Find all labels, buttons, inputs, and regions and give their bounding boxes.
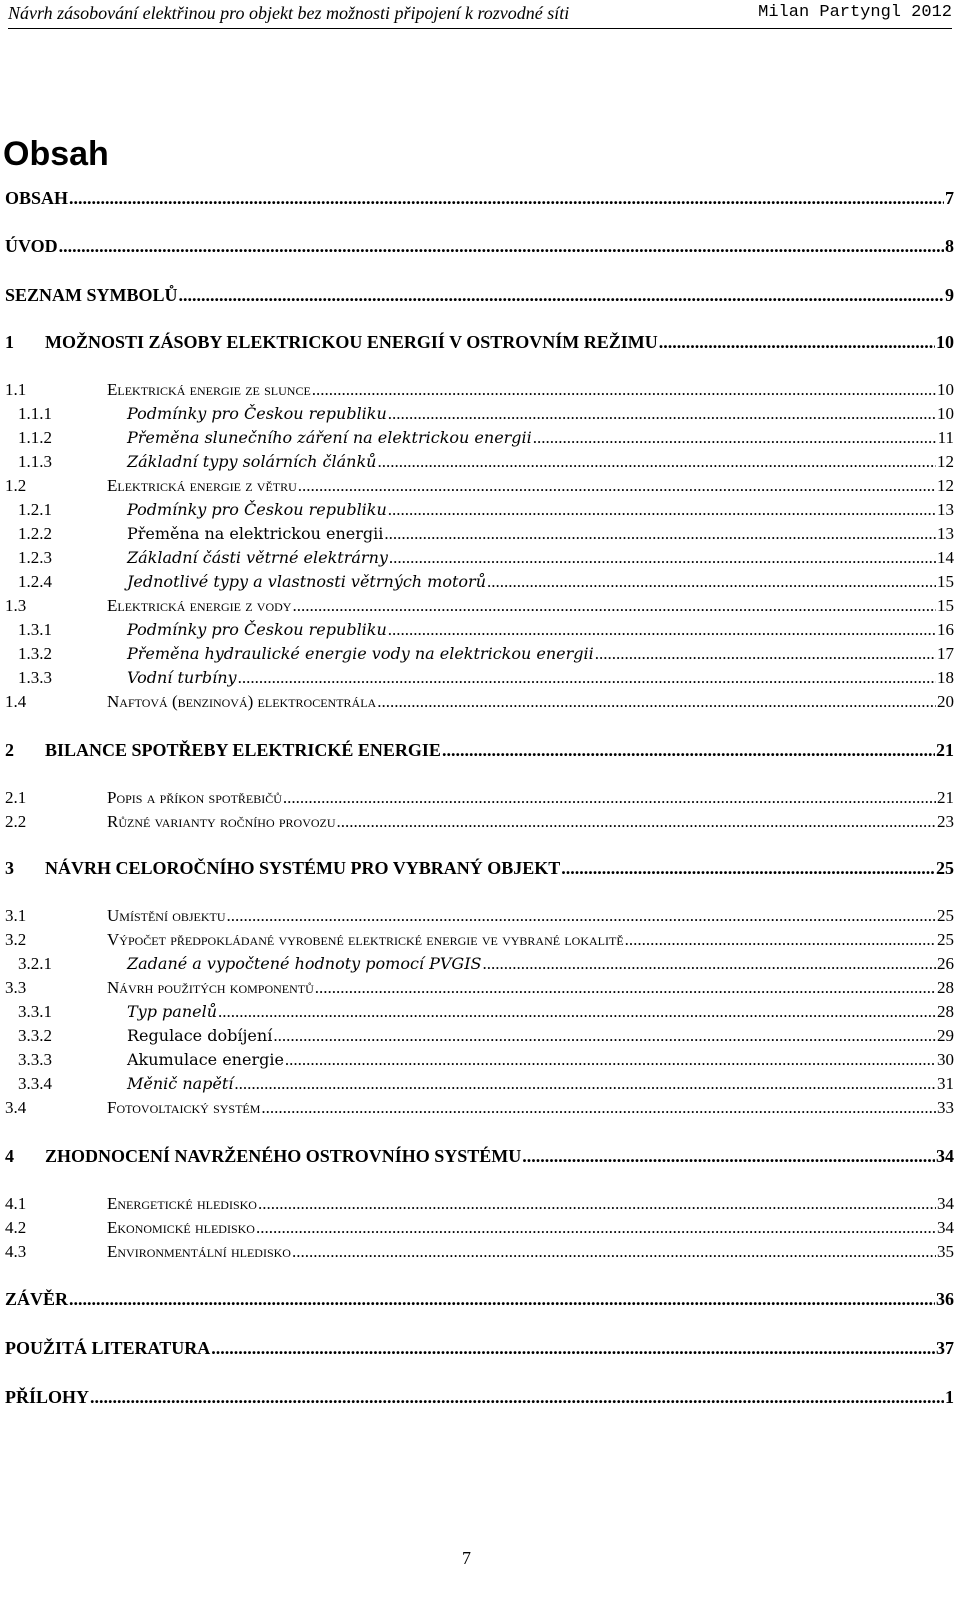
toc-entry[interactable] (5, 738, 957, 762)
toc-entry-number: 4 (5, 1146, 14, 1166)
toc-entry-page: 21 (937, 788, 954, 807)
toc-entry[interactable] (5, 522, 957, 546)
toc-entry-title: SEZNAM SYMBOLŮ (5, 285, 178, 305)
toc-entry[interactable] (5, 786, 957, 810)
toc-entry-number: 2 (5, 740, 14, 760)
toc-entry-title: Energetické hledisko (107, 1194, 257, 1213)
header-author-year: Milan Partyngl 2012 (758, 3, 952, 22)
toc-entry-title: ZÁVĚR (5, 1289, 69, 1309)
toc-entry[interactable] (5, 450, 957, 474)
toc-entry-page: 15 (937, 572, 954, 591)
toc-entry-page: 15 (937, 596, 954, 615)
toc-entry-title: Různé varianty ročního provozu (107, 812, 336, 831)
toc-entry[interactable] (5, 1216, 957, 1240)
toc-dot-leader (292, 1240, 936, 1264)
toc-entry-title: Regulace dobíjení (127, 1026, 273, 1045)
page-number: 7 (462, 1548, 471, 1568)
toc-entry-page: 25 (937, 930, 954, 949)
toc-entry-page: 34 (937, 1218, 954, 1237)
toc-entry-number: 4.1 (5, 1194, 27, 1213)
toc-entry[interactable] (5, 1192, 957, 1216)
toc-entry-number: 1.2.2 (18, 524, 52, 543)
toc-entry-page: 10 (937, 404, 954, 423)
toc-dot-leader (487, 570, 936, 594)
toc-entry[interactable] (5, 856, 957, 880)
toc-dot-leader (377, 690, 936, 714)
toc-entry-page: 34 (937, 1194, 954, 1213)
toc-entry-page: 28 (937, 1002, 954, 1021)
toc-entry-title: Naftová (benzinová) elektrocentrála (107, 692, 377, 711)
toc-dot-leader (388, 498, 936, 522)
toc-dot-leader (315, 976, 936, 1000)
toc-entry[interactable] (5, 1048, 957, 1072)
toc-entry-number: 1.3.3 (18, 668, 52, 687)
header-document-title: Návrh zásobování elektřinou pro objekt bez možnosti připojení k rozvodné síti (8, 3, 570, 23)
toc-entry[interactable] (5, 642, 957, 666)
toc-entry-title: Výpočet předpokládané vyrobené elektrické energie ve vybrané lokalitě (107, 930, 624, 949)
toc-entry-page: 10 (936, 332, 954, 352)
toc-entry-title: Environmentální hledisko (107, 1242, 291, 1261)
toc-entry[interactable] (5, 1336, 957, 1360)
toc-entry[interactable] (5, 1287, 957, 1311)
toc-entry[interactable] (5, 234, 957, 258)
toc-dot-leader (377, 450, 936, 474)
toc-entry[interactable] (5, 1385, 957, 1409)
toc-entry-title: Elektrická energie ze slunce (107, 380, 311, 399)
toc-entry-title: MOŽNOSTI ZÁSOBY ELEKTRICKOU ENERGIÍ V OSTROVNÍM REŽIMU (45, 332, 658, 352)
toc-entry-number: 1.2.4 (18, 572, 52, 591)
toc-entry-page: 25 (937, 906, 954, 925)
toc-entry-number: 3 (5, 858, 14, 878)
toc-entry-number: 1.3.1 (18, 620, 52, 639)
toc-dot-leader (273, 1024, 936, 1048)
toc-entry-title: Typ panelů (127, 1002, 218, 1021)
toc-entry[interactable] (5, 1096, 957, 1120)
toc-entry-title: Zadané a vypočtené hodnoty pomocí PVGIS (127, 954, 482, 973)
toc-entry[interactable] (5, 1240, 957, 1264)
toc-dot-leader (256, 1216, 936, 1240)
toc-entry-number: 1.2.1 (18, 500, 52, 519)
toc-entry[interactable] (5, 426, 957, 450)
toc-entry-number: 1.1.2 (18, 428, 52, 447)
toc-entry[interactable] (5, 904, 957, 928)
toc-entry-title: PŘÍLOHY (5, 1387, 90, 1407)
toc-entry-number: 1.4 (5, 692, 27, 711)
toc-entry-page: 28 (937, 978, 954, 997)
toc-entry[interactable] (5, 952, 957, 976)
toc-entry-number: 2.1 (5, 788, 27, 807)
toc-dot-leader (59, 234, 944, 258)
toc-entry[interactable] (5, 186, 957, 210)
toc-entry-title: Vodní turbíny (127, 668, 237, 687)
toc-entry[interactable] (5, 546, 957, 570)
toc-entry[interactable] (5, 474, 957, 498)
toc-entry-number: 3.3.3 (18, 1050, 52, 1069)
toc-dot-leader (533, 426, 937, 450)
toc-entry-title: ÚVOD (5, 236, 58, 256)
toc-entry[interactable] (5, 810, 957, 834)
toc-dot-leader (337, 810, 936, 834)
toc-entry-title: Akumulace energie (127, 1050, 284, 1069)
toc-entry-title: BILANCE SPOTŘEBY ELEKTRICKÉ ENERGIE (45, 740, 441, 760)
toc-entry-number: 1.3 (5, 596, 27, 615)
toc-heading: Obsah (3, 135, 109, 173)
toc-entry-title: Přeměna hydraulické energie vody na elektrickou energii (127, 644, 594, 663)
toc-entry[interactable] (5, 928, 957, 952)
toc-dot-leader (69, 1287, 935, 1311)
toc-entry-page: 12 (937, 452, 954, 471)
toc-entry-number: 3.3.2 (18, 1026, 52, 1045)
toc-entry-number: 1 (5, 332, 14, 352)
toc-dot-leader (561, 856, 935, 880)
toc-entry[interactable] (5, 976, 957, 1000)
toc-entry-title: Popis a příkon spotřebičů (107, 788, 282, 807)
toc-entry-number: 3.3 (5, 978, 27, 997)
toc-entry-title: Ekonomické hledisko (107, 1218, 255, 1237)
toc-entry-page: 8 (945, 236, 954, 256)
toc-entry-page: 1 (945, 1387, 954, 1407)
toc-entry-page: 31 (937, 1074, 954, 1093)
toc-entry-title: Elektrická energie z vody (107, 596, 292, 615)
toc-dot-leader (442, 738, 935, 762)
toc-dot-leader (388, 618, 936, 642)
toc-entry-number: 3.3.4 (18, 1074, 52, 1093)
toc-entry-number: 1.2 (5, 476, 27, 495)
toc-dot-leader (69, 186, 944, 210)
toc-entry-title: POUŽITÁ LITERATURA (5, 1338, 211, 1358)
toc-entry-page: 35 (937, 1242, 954, 1261)
toc-entry-page: 29 (937, 1026, 954, 1045)
toc-entry-page: 11 (937, 428, 954, 447)
toc-dot-leader (483, 952, 937, 976)
toc-entry-page: 33 (937, 1098, 954, 1117)
toc-dot-leader (659, 330, 935, 354)
toc-entry-number: 1.1 (5, 380, 27, 399)
toc-entry-page: 12 (937, 476, 954, 495)
toc-entry-title: Fotovoltaický systém (107, 1098, 261, 1117)
toc-entry-number: 3.2 (5, 930, 27, 949)
toc-dot-leader (292, 594, 936, 618)
toc-entry-page: 30 (937, 1050, 954, 1069)
toc-entry-number: 4.2 (5, 1218, 27, 1237)
toc-dot-leader (285, 1048, 936, 1072)
toc-entry-title: Podmínky pro Českou republiku (127, 404, 387, 423)
toc-dot-leader (312, 378, 936, 402)
toc-entry-title: Návrh použitých komponentů (107, 978, 314, 997)
toc-entry-number: 2.2 (5, 812, 27, 831)
toc-dot-leader (625, 928, 936, 952)
toc-entry-page: 36 (936, 1289, 954, 1309)
toc-entry-title: Podmínky pro Českou republiku (127, 500, 387, 519)
toc-dot-leader (595, 642, 936, 666)
toc-entry[interactable] (5, 402, 957, 426)
toc-entry-title: Základní části větrné elektrárny (127, 548, 388, 567)
toc-entry-number: 4.3 (5, 1242, 27, 1261)
toc-entry-title: Elektrická energie z větru (107, 476, 297, 495)
toc-dot-leader (283, 786, 936, 810)
toc-entry-number: 1.3.2 (18, 644, 52, 663)
toc-entry-title: OBSAH (5, 188, 69, 208)
toc-entry[interactable] (5, 1144, 957, 1168)
toc-dot-leader (238, 666, 936, 690)
toc-entry-page: 13 (937, 500, 954, 519)
toc-entry-title: Podmínky pro Českou republiku (127, 620, 387, 639)
toc-entry[interactable] (5, 618, 957, 642)
toc-dot-leader (258, 1192, 936, 1216)
toc-entry[interactable] (5, 690, 957, 714)
toc-entry-page: 17 (937, 644, 954, 663)
toc-entry-number: 1.1.1 (18, 404, 52, 423)
toc-entry-number: 3.2.1 (18, 954, 52, 973)
toc-entry-page: 20 (937, 692, 954, 711)
toc-entry[interactable] (5, 378, 957, 402)
toc-entry[interactable] (5, 283, 957, 307)
toc-entry-number: 3.3.1 (18, 1002, 52, 1021)
toc-entry-title: ZHODNOCENÍ NAVRŽENÉHO OSTROVNÍHO SYSTÉMU (45, 1146, 522, 1166)
toc-dot-leader (384, 522, 936, 546)
toc-dot-leader (211, 1336, 935, 1360)
toc-entry[interactable] (5, 1000, 957, 1024)
toc-entry-page: 14 (937, 548, 954, 567)
toc-dot-leader (261, 1096, 936, 1120)
toc-dot-leader (522, 1144, 935, 1168)
toc-entry-page: 37 (936, 1338, 954, 1358)
toc-dot-leader (227, 904, 936, 928)
toc-entry-page: 23 (937, 812, 954, 831)
toc-entry-title: Měnič napětí (127, 1074, 234, 1093)
toc-dot-leader (388, 402, 936, 426)
toc-dot-leader (179, 283, 944, 307)
toc-entry[interactable] (5, 330, 957, 354)
toc-entry-number: 3.4 (5, 1098, 27, 1117)
toc-dot-leader (389, 546, 936, 570)
toc-entry-number: 1.1.3 (18, 452, 52, 471)
toc-dot-leader (234, 1072, 936, 1096)
toc-entry-page: 18 (937, 668, 954, 687)
toc-dot-leader (298, 474, 936, 498)
toc-entry[interactable] (5, 498, 957, 522)
toc-entry-title: NÁVRH CELOROČNÍHO SYSTÉMU PRO VYBRANÝ OBJEKT (45, 858, 561, 878)
toc-entry-title: Jednotlivé typy a vlastnosti větrných motorů (127, 572, 486, 591)
toc-entry-page: 25 (936, 858, 954, 878)
toc-entry[interactable] (5, 1024, 957, 1048)
toc-entry[interactable] (5, 1072, 957, 1096)
toc-entry-page: 34 (936, 1146, 954, 1166)
toc-entry[interactable] (5, 570, 957, 594)
toc-entry-number: 1.2.3 (18, 548, 52, 567)
toc-entry-page: 7 (945, 188, 954, 208)
toc-entry-page: 26 (937, 954, 954, 973)
toc-dot-leader (218, 1000, 936, 1024)
toc-entry-page: 9 (945, 285, 954, 305)
toc-entry-page: 16 (937, 620, 954, 639)
toc-entry-number: 3.1 (5, 906, 27, 925)
toc-entry-page: 13 (937, 524, 954, 543)
toc-entry-title: Základní typy solárních článků (127, 452, 377, 471)
toc-entry[interactable] (5, 594, 957, 618)
toc-entry-page: 10 (937, 380, 954, 399)
toc-entry-page: 21 (936, 740, 954, 760)
toc-dot-leader (90, 1385, 944, 1409)
toc-entry-title: Přeměna slunečního záření na elektrickou energii (127, 428, 532, 447)
toc-entry-title: Umístění objektu (107, 906, 226, 925)
toc-entry[interactable] (5, 666, 957, 690)
toc-entry-title: Přeměna na elektrickou energii (127, 524, 384, 543)
